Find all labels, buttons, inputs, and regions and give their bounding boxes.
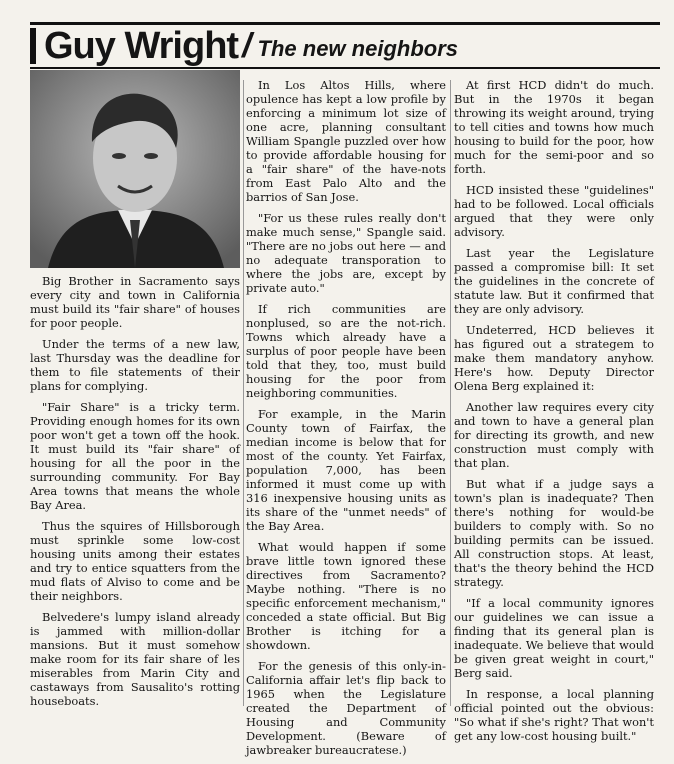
article-column-1 bbox=[30, 274, 240, 715]
column-divider bbox=[450, 80, 451, 706]
header-accent-bar bbox=[30, 28, 36, 64]
paragraph: "Fair Share" is a tricky term. Providing enough homes for its own poor won't get a town off the hook. It must build its "fair share" of housing for all the poor in the surrounding community. For Bay Area towns that means the whole Bay Area. bbox=[30, 400, 240, 512]
paragraph: Last year the Legislature passed a compromise bill: It set the guidelines in the concrete of statute law. But it confirmed that they are only advisory. bbox=[454, 246, 654, 316]
paragraph: Belvedere's lumpy island already is jammed with million-dollar mansions. But it must somehow make room for its fair share of les miserables from Marin City and castaways from Sausalito's rotting houseboats. bbox=[30, 610, 240, 708]
paragraph: Another law requires every city and town to have a general plan for directing its growth, and new construction must comply with that plan. bbox=[454, 400, 654, 470]
paragraph: Under the terms of a new law, last Thursday was the deadline for them to file statements of their plans for complying. bbox=[30, 337, 240, 393]
header-separator: / bbox=[242, 26, 252, 65]
paragraph: Big Brother in Sacramento says every city and town in California must build its "fair share" of houses for poor people. bbox=[30, 274, 240, 330]
paragraph: "If a local community ignores our guidelines we can issue a finding that its general plan is inadequate. We believe that would be given great weight in court," Berg said. bbox=[454, 596, 654, 680]
paragraph: In response, a local planning official pointed out the obvious: "So what if she's right? That won't get any low-cost housing built." bbox=[454, 687, 654, 743]
headline: The new neighbors bbox=[257, 36, 458, 61]
paragraph: Undeterred, HCD believes it has figured out a strategem to make them mandatory anyhow. Here's how. Deputy Director Olena Berg explained it: bbox=[454, 323, 654, 393]
paragraph: But what if a judge says a town's plan is inadequate? Then there's nothing for would-be builders to comply with. So no building permits can be issued. All construction stops. At least, that's the theory behind the HCD strategy. bbox=[454, 477, 654, 589]
article-column-2 bbox=[246, 78, 446, 764]
paragraph: At first HCD didn't do much. But in the 1970s it began throwing its weight around, trying to tell cities and towns how much housing to build for the poor, how much for the semi-poor and so forth. bbox=[454, 78, 654, 176]
columnist-name: Guy Wright bbox=[44, 25, 239, 67]
paragraph: Thus the squires of Hillsborough must sprinkle some low-cost housing units among their estates and try to entice squatters from the mud flats of Alviso to come and be their neighbors. bbox=[30, 519, 240, 603]
column-divider bbox=[243, 80, 244, 706]
column-header bbox=[30, 22, 660, 69]
paragraph: If rich communities are nonplused, so are the not-rich. Towns which already have a surplus of poor people have been told that they, too, must build housing for the poor from neighboring communities. bbox=[246, 302, 446, 400]
paragraph: HCD insisted these "guidelines" had to be followed. Local officials argued that they were only advisory. bbox=[454, 183, 654, 239]
paragraph: "For us these rules really don't make much sense," Spangle said. "There are no jobs out here — and no adequate transporation to where the jobs are, except by private auto." bbox=[246, 211, 446, 295]
paragraph: For example, in the Marin County town of Fairfax, the median income is below that for most of the county. Yet Fairfax, population 7,000, has been informed it must come up with 316 inexpensive housing units as its share of the "unmet needs" of the Bay Area. bbox=[246, 407, 446, 533]
article-column-3 bbox=[454, 78, 654, 750]
paragraph: What would happen if some brave little town ignored these directives from Sacramento? Maybe nothing. "There is no specific enforcement mechanism," conceded a state official. But Big Brother is itching for a showdown. bbox=[246, 540, 446, 652]
paragraph: In Los Altos Hills, where opulence has kept a low profile by enforcing a minimum lot size of one acre, planning consultant William Spangle puzzled over how to provide affordable housing for a "fair share" of the have-nots from East Palo Alto and the barrios of San Jose. bbox=[246, 78, 446, 204]
columnist-photo bbox=[30, 70, 240, 268]
paragraph: For the genesis of this only-in-California affair let's flip back to 1965 when the Legislature created the Department of Housing and Community Development. (Beware of jawbreaker bureaucratese.) bbox=[246, 659, 446, 757]
